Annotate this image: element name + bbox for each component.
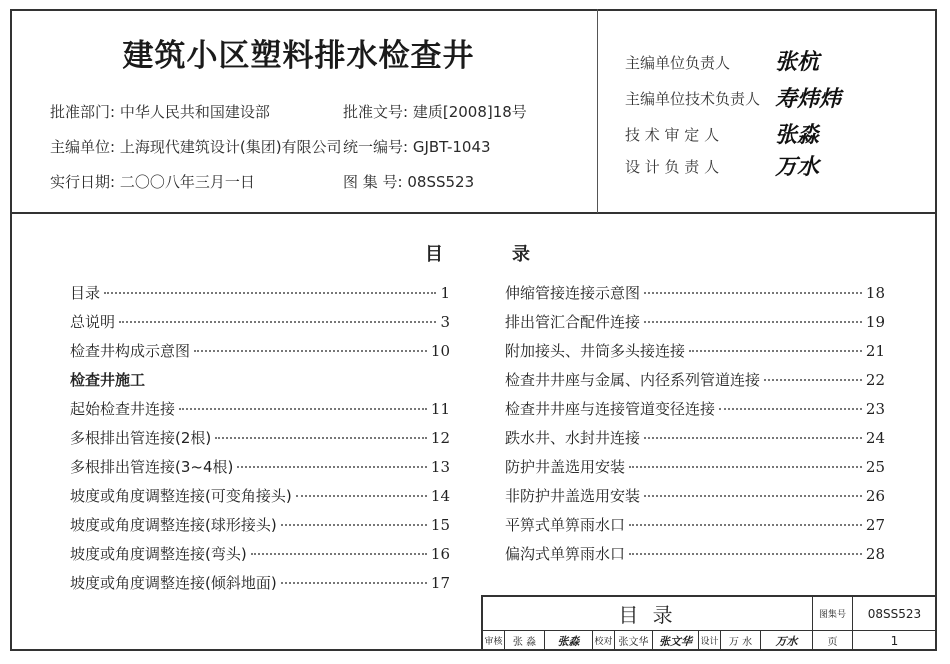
atlas-number: 08SS523 xyxy=(853,597,937,631)
reviewer-label: 审核 xyxy=(483,631,505,651)
checker-signature: 张文华 xyxy=(653,631,699,651)
designer-label: 设计 xyxy=(699,631,721,651)
approval-dept: 批准部门: 中华人民共和国建设部 xyxy=(50,103,270,121)
checker-label: 校对 xyxy=(593,631,615,651)
toc-left-column xyxy=(70,282,450,601)
effective-date: 实行日期: 二〇〇八年三月一日 xyxy=(50,173,255,191)
page-label: 页 xyxy=(813,631,853,651)
signature-3: 万水 xyxy=(775,154,820,180)
toc-heading-left: 目 xyxy=(425,244,443,265)
page-number: 1 xyxy=(853,631,937,651)
resp-role-0: 主编单位负责人 xyxy=(625,54,731,72)
toc-section-heading: 检查井施工 xyxy=(70,371,146,389)
toc-right-column xyxy=(505,282,885,572)
signature-1: 寿炜炜 xyxy=(775,86,842,112)
resp-role-2: 技 术 审 定 人 xyxy=(625,126,720,144)
header-divider xyxy=(10,212,937,214)
signature-0: 张杭 xyxy=(775,49,820,75)
toc-item[interactable]: 检查井井座与连接管道变径连接 23 xyxy=(505,400,885,418)
header-vertical-divider xyxy=(597,9,598,213)
approval-doc-no: 批准文号: 建质[2008]18号 xyxy=(343,103,527,121)
unified-no: 统一编号: GJBT-1043 xyxy=(343,138,491,156)
toc-item[interactable]: 多根排出管连接(3~4根) 13 xyxy=(70,458,450,476)
atlas-no: 图 集 号: 08SS523 xyxy=(343,173,475,191)
toc-item[interactable]: 坡度或角度调整连接(弯头) 16 xyxy=(70,545,450,563)
resp-role-3: 设 计 负 责 人 xyxy=(625,158,720,176)
toc-item[interactable]: 排出管汇合配件连接 19 xyxy=(505,313,885,331)
toc-item[interactable]: 偏沟式单箅雨水口 28 xyxy=(505,545,885,563)
toc-item[interactable]: 跌水井、水封井连接 24 xyxy=(505,429,885,447)
designer-signature: 万水 xyxy=(761,631,813,651)
toc-item[interactable]: 附加接头、井筒多头接连接 21 xyxy=(505,342,885,360)
toc-item[interactable]: 平箅式单箅雨水口 27 xyxy=(505,516,885,534)
toc-item[interactable]: 伸缩管接连接示意图 18 xyxy=(505,284,885,302)
toc-heading-right: 录 xyxy=(512,244,530,265)
toc-item[interactable]: 防护井盖选用安装 25 xyxy=(505,458,885,476)
reviewer-name: 张 淼 xyxy=(505,631,545,651)
toc-item[interactable]: 起始检查井连接 11 xyxy=(70,400,450,418)
toc-item[interactable]: 非防护井盖选用安装 26 xyxy=(505,487,885,505)
resp-role-1: 主编单位技术负责人 xyxy=(625,90,761,108)
document-title: 建筑小区塑料排水检查井 xyxy=(122,38,475,74)
reviewer-signature: 张淼 xyxy=(545,631,593,651)
signature-2: 张淼 xyxy=(775,122,820,148)
toc-item[interactable]: 坡度或角度调整连接(可变角接头) 14 xyxy=(70,487,450,505)
toc-item[interactable]: 目录 1 xyxy=(70,284,450,302)
checker-name: 张文华 xyxy=(615,631,653,651)
toc-item[interactable]: 坡度或角度调整连接(倾斜地面) 17 xyxy=(70,574,450,592)
toc-item[interactable]: 坡度或角度调整连接(球形接头) 15 xyxy=(70,516,450,534)
title-block xyxy=(481,595,937,651)
designer-name: 万 水 xyxy=(721,631,761,651)
toc-item[interactable]: 多根排出管连接(2根) 12 xyxy=(70,429,450,447)
atlas-label: 图集号 xyxy=(813,597,853,631)
editor-unit: 主编单位: 上海现代建筑设计(集团)有限公司 xyxy=(50,138,342,156)
drawing-title: 目 录 xyxy=(483,597,813,631)
toc-item[interactable]: 检查井井座与金属、内径系列管道连接 22 xyxy=(505,371,885,389)
toc-item[interactable]: 总说明 3 xyxy=(70,313,450,331)
toc-item[interactable]: 检查井构成示意图 10 xyxy=(70,342,450,360)
